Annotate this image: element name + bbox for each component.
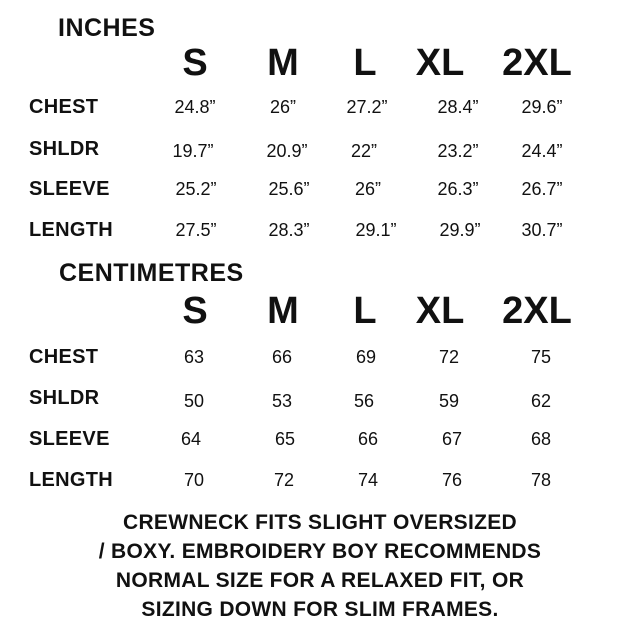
inches-cell: 25.2” [175, 179, 217, 199]
cm-cell: 59 [438, 391, 460, 411]
cm-cell: 76 [441, 470, 463, 490]
fit-note-line: / BOXY. EMBROIDERY BOY RECOMMENDS [98, 540, 542, 563]
cm-cell: 74 [357, 470, 379, 490]
inches-size-2xl: 2XL [502, 42, 572, 84]
inches-row-label-length: LENGTH [29, 219, 114, 241]
cm-cell: 56 [353, 391, 375, 411]
inches-cell: 27.2” [346, 97, 388, 117]
cm-size-s: S [182, 290, 208, 332]
cm-cell: 66 [271, 347, 293, 367]
cm-cell: 50 [183, 391, 205, 411]
cm-cell: 63 [183, 347, 205, 367]
cm-row-label-chest: CHEST [29, 346, 99, 368]
cm-cell: 72 [438, 347, 460, 367]
cm-cell: 70 [183, 470, 205, 490]
cm-cell: 72 [273, 470, 295, 490]
cm-row-label-shldr: SHLDR [29, 387, 100, 409]
cm-cell: 64 [180, 429, 202, 449]
fit-note-line: NORMAL SIZE FOR A RELAXED FIT, OR [115, 569, 525, 592]
inches-cell: 29.6” [521, 97, 563, 117]
inches-cell: 28.3” [268, 220, 310, 240]
inches-cell: 24.4” [521, 141, 563, 161]
cm-size-2xl: 2XL [502, 290, 572, 332]
inches-cell: 26” [354, 179, 381, 199]
inches-cell: 26.3” [437, 179, 479, 199]
cm-cell: 67 [441, 429, 463, 449]
cm-cell: 65 [274, 429, 296, 449]
fit-note [40, 508, 600, 624]
cm-row-label-sleeve: SLEEVE [29, 428, 110, 450]
inches-cell: 28.4” [437, 97, 479, 117]
cm-row-label-length: LENGTH [29, 469, 114, 491]
inches-cell: 25.6” [268, 179, 310, 199]
inches-cell: 29.9” [439, 220, 481, 240]
inches-cell: 23.2” [437, 141, 479, 161]
inches-cell: 22” [350, 141, 377, 161]
inches-size-s: S [182, 42, 208, 84]
cm-cell: 69 [355, 347, 377, 367]
inches-title: INCHES [58, 14, 156, 42]
cm-cell: 68 [530, 429, 552, 449]
cm-cell: 75 [530, 347, 552, 367]
inches-size-xl: XL [415, 42, 465, 84]
centimetres-title: CENTIMETRES [59, 259, 244, 287]
inches-cell: 26.7” [521, 179, 563, 199]
cm-cell: 66 [357, 429, 379, 449]
inches-cell: 24.8” [174, 97, 216, 117]
inches-row-label-sleeve: SLEEVE [29, 178, 110, 200]
cm-size-xl: XL [415, 290, 465, 332]
inches-cell: 27.5” [175, 220, 217, 240]
fit-note-line: CREWNECK FITS SLIGHT OVERSIZED [122, 511, 517, 534]
inches-cell: 29.1” [355, 220, 397, 240]
inches-row-label-shldr: SHLDR [29, 138, 100, 160]
cm-size-l: L [353, 290, 377, 332]
cm-cell: 53 [271, 391, 293, 411]
inches-size-l: L [353, 42, 377, 84]
fit-note-line: SIZING DOWN FOR SLIM FRAMES. [141, 598, 499, 621]
inches-row-label-chest: CHEST [29, 96, 99, 118]
cm-size-m: M [267, 290, 299, 332]
cm-cell: 62 [530, 391, 552, 411]
inches-cell: 20.9” [266, 141, 308, 161]
inches-cell: 30.7” [521, 220, 563, 240]
cm-cell: 78 [530, 470, 552, 490]
inches-size-m: M [267, 42, 299, 84]
inches-cell: 26” [269, 97, 296, 117]
inches-cell: 19.7” [172, 141, 214, 161]
